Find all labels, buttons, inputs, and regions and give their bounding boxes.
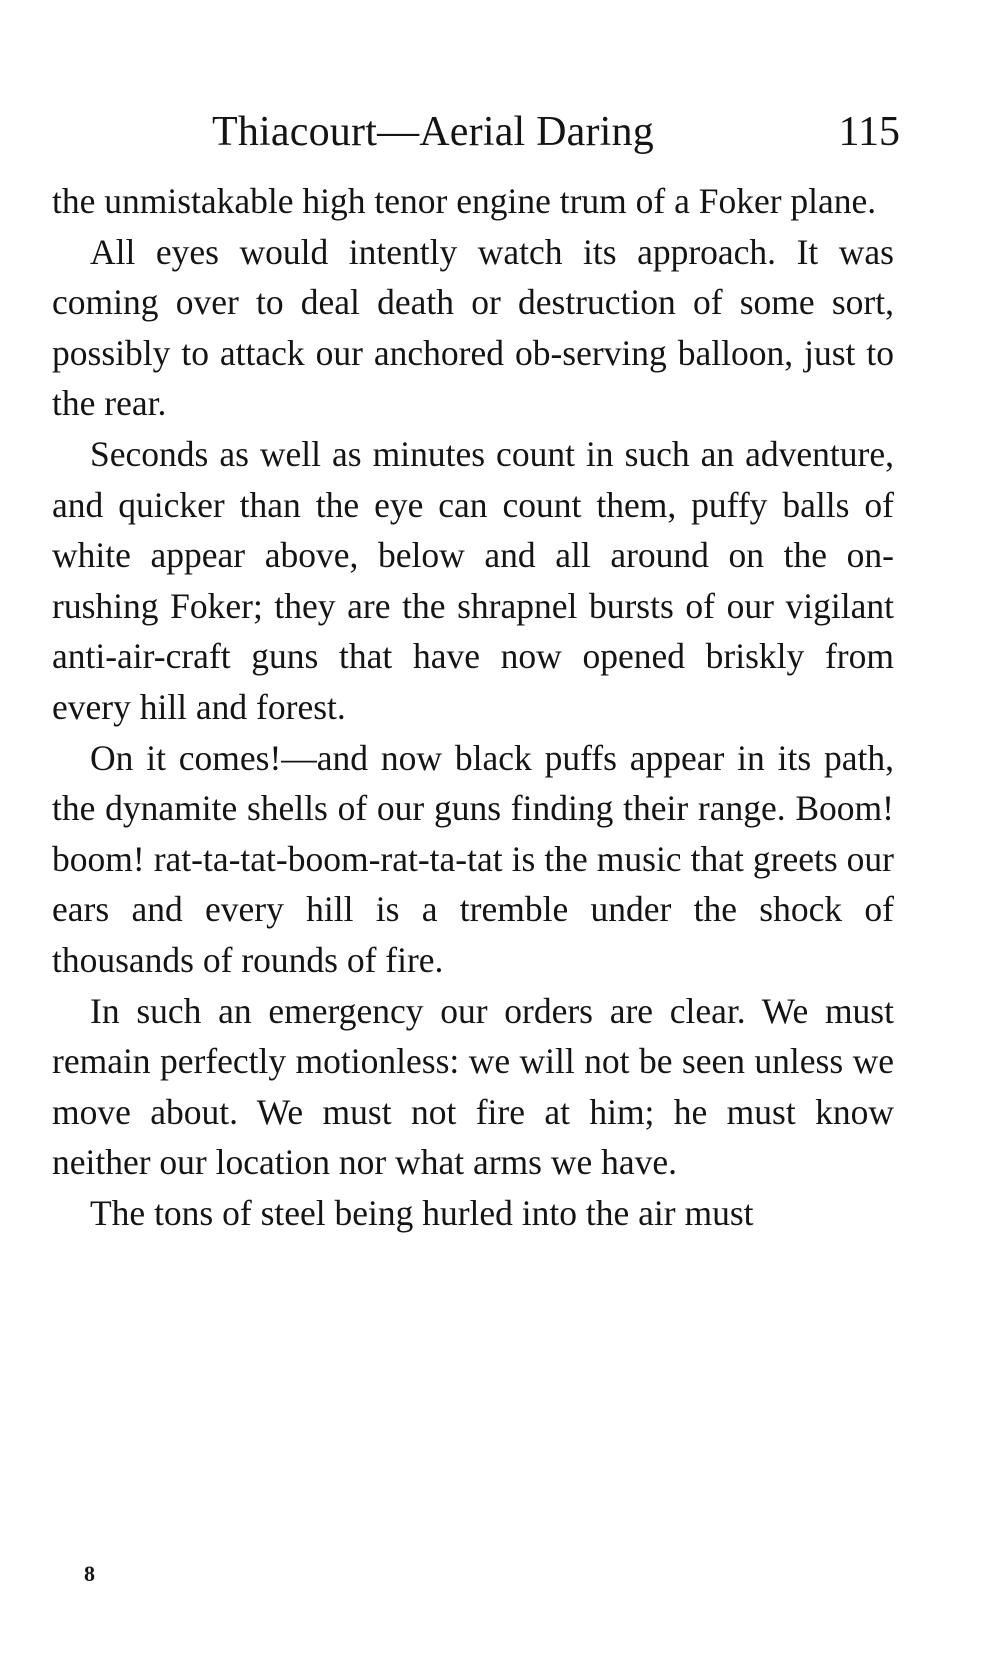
- paragraph-continued: [52, 176, 894, 227]
- page-header: [212, 108, 900, 168]
- paragraph-text: On it comes!—and now black puffs appear in its path, the dynamite shells of our guns finding their range. Boom! boom! rat-ta-tat-boom-rat-ta-tat is the music that greets our ears and every hill is a tremble under the shock of thousands of rounds of fire.: [52, 737, 894, 980]
- paragraph-text: the unmistakable high tenor engine trum of a Foker plane.: [52, 181, 877, 221]
- page-number: 115: [838, 109, 900, 155]
- paragraph-text: In such an emergency our orders are clear. We must remain perfectly motionless: we will not be seen unless we move about. We must not fire at him; he must know neither our location nor what arms we have.: [52, 990, 894, 1183]
- paragraph: [52, 733, 894, 986]
- paragraph-text: Seconds as well as minutes count in such an adventure, and quicker than the eye can count them, puffy balls of white appear above, below and all around on the on-rushing Foker; they are the shrapnel bursts of our vigilant anti-air-craft guns that have now opened briskly from every hill and forest.: [52, 433, 894, 727]
- signature-mark: 8: [84, 1561, 95, 1586]
- paragraph: [52, 227, 894, 429]
- running-title: Thiacourt—Aerial Daring: [212, 109, 654, 155]
- body-text: [52, 176, 894, 1238]
- paragraph: [52, 1188, 894, 1239]
- paragraph: [52, 986, 894, 1188]
- paragraph-text: All eyes would intently watch its approach. It was coming over to deal death or destruction of some sort, possibly to attack our anchored ob-serving balloon, just to the rear.: [52, 231, 894, 424]
- paragraph: [52, 429, 894, 733]
- paragraph-text: The tons of steel being hurled into the air must: [90, 1192, 754, 1233]
